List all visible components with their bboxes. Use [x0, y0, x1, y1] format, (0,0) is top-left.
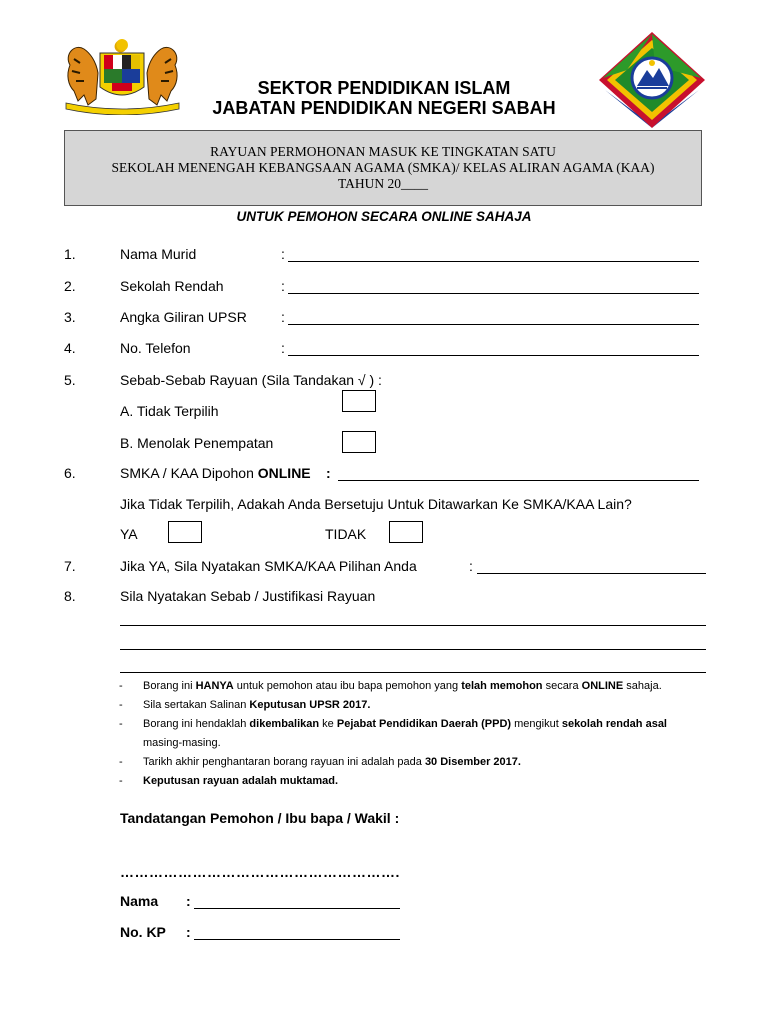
note-3-bold-dikembalikan: dikembalikan: [249, 718, 320, 730]
angka-giliran-field[interactable]: [288, 324, 699, 325]
note-bullet: -: [119, 699, 123, 711]
nama-murid-field[interactable]: [288, 261, 699, 262]
smka-pilihan-field[interactable]: [477, 573, 706, 574]
note-1-bold-online: ONLINE: [581, 680, 624, 692]
note-4-bold-date: 30 Disember 2017.: [424, 756, 521, 768]
nama-label: Nama: [120, 893, 159, 909]
item-number-5: 5.: [64, 372, 76, 388]
tidak-checkbox[interactable]: [389, 521, 423, 543]
option-b-checkbox[interactable]: [342, 431, 376, 453]
note-2: [143, 699, 370, 711]
sekolah-rendah-field[interactable]: [288, 293, 699, 294]
justifikasi-line-1[interactable]: [120, 625, 706, 626]
note-bullet: -: [119, 680, 123, 692]
item-number-3: 3.: [64, 309, 76, 325]
label-smka-pilihan: Jika YA, Sila Nyatakan SMKA/KAA Pilihan Anda: [120, 558, 417, 574]
note-4: [143, 756, 521, 768]
label-smka-dipohon: [120, 465, 311, 481]
note-1-text: sahaja.: [623, 680, 662, 692]
label-smka-dipohon-text: SMKA / KAA Dipohon: [120, 465, 258, 481]
question-offer-other-smka: Jika Tidak Terpilih, Adakah Anda Bersetuju Untuk Ditawarkan Ke SMKA/KAA Lain?: [120, 496, 632, 512]
label-sebab-rayuan: Sebab-Sebab Rayuan (Sila Tandakan √ ) :: [120, 372, 382, 388]
note-3-continued: masing-masing.: [143, 737, 221, 749]
signature-heading: Tandatangan Pemohon / Ibu bapa / Wakil :: [120, 810, 400, 826]
note-1-text: secara: [542, 680, 582, 692]
note-5: Keputusan rayuan adalah muktamad.: [143, 775, 338, 787]
no-kp-label: No. KP: [120, 924, 166, 940]
label-online-bold: ONLINE: [257, 465, 311, 481]
banner-line-3: TAHUN 20____: [337, 176, 429, 191]
item-number-8: 8.: [64, 588, 76, 604]
smka-dipohon-field[interactable]: [338, 480, 699, 481]
note-2-text: Sila sertakan Salinan: [143, 699, 250, 711]
note-2-bold: Keputusan UPSR 2017.: [249, 699, 371, 711]
signature-nama-field[interactable]: [194, 908, 400, 909]
colon: :: [281, 246, 285, 262]
justifikasi-line-3[interactable]: [120, 672, 706, 673]
header-line-2: JABATAN PENDIDIKAN NEGERI SABAH: [212, 98, 556, 118]
item-number-7: 7.: [64, 558, 76, 574]
header-line-1: SEKTOR PENDIDIKAN ISLAM: [257, 78, 511, 98]
colon: :: [186, 893, 191, 909]
note-1-text: untuk pemohon atau ibu bapa pemohon yang: [233, 680, 462, 692]
note-3-bold-sekolah: sekolah rendah asal: [561, 718, 667, 730]
note-3-text: Borang ini hendaklah: [143, 718, 250, 730]
note-bullet: -: [119, 718, 123, 730]
item-number-1: 1.: [64, 246, 76, 262]
justifikasi-line-2[interactable]: [120, 649, 706, 650]
form-title-banner: [64, 130, 702, 206]
note-3-text: mengikut: [511, 718, 562, 730]
colon: :: [281, 340, 285, 356]
note-3-bold-ppd: Pejabat Pendidikan Daerah (PPD): [336, 718, 512, 730]
ya-label: YA: [120, 526, 138, 542]
note-bullet: -: [119, 756, 123, 768]
note-1-bold-telah-memohon: telah memohon: [461, 680, 543, 692]
note-1-bold-hanya: HANYA: [195, 680, 234, 692]
item-number-4: 4.: [64, 340, 76, 356]
online-only-subtitle: UNTUK PEMOHON SECARA ONLINE SAHAJA: [236, 209, 532, 224]
note-4-text: Tarikh akhir penghantaran borang rayuan ini adalah pada: [143, 756, 425, 768]
item-number-2: 2.: [64, 278, 76, 294]
label-justifikasi: Sila Nyatakan Sebab / Justifikasi Rayuan: [120, 588, 376, 604]
label-nama-murid: Nama Murid: [120, 246, 197, 262]
note-1: [143, 680, 662, 692]
item-number-6: 6.: [64, 465, 76, 481]
note-3: [143, 718, 706, 730]
colon: :: [469, 558, 473, 574]
note-3-text: ke: [319, 718, 337, 730]
colon: :: [281, 309, 285, 325]
colon: :: [186, 924, 191, 940]
label-angka-giliran: Angka Giliran UPSR: [120, 309, 247, 325]
colon: :: [281, 278, 285, 294]
signature-no-kp-field[interactable]: [194, 939, 400, 940]
note-bullet: -: [119, 775, 123, 787]
tidak-label: TIDAK: [325, 526, 367, 542]
option-a-checkbox[interactable]: [342, 390, 376, 412]
colon: :: [326, 465, 331, 481]
option-a-label: A. Tidak Terpilih: [120, 403, 219, 419]
note-1-text: Borang ini: [143, 680, 196, 692]
label-no-telefon: No. Telefon: [120, 340, 191, 356]
no-telefon-field[interactable]: [288, 355, 699, 356]
banner-line-1: RAYUAN PERMOHONAN MASUK KE TINGKATAN SATU: [210, 144, 556, 159]
signature-dotted-line[interactable]: ………………………………………………….: [120, 864, 400, 880]
option-b-label: B. Menolak Penempatan: [120, 435, 274, 451]
label-sekolah-rendah: Sekolah Rendah: [120, 278, 224, 294]
ya-checkbox[interactable]: [168, 521, 202, 543]
banner-line-2: SEKOLAH MENENGAH KEBANGSAAN AGAMA (SMKA)/ KELAS ALIRAN AGAMA (KAA): [111, 160, 655, 175]
